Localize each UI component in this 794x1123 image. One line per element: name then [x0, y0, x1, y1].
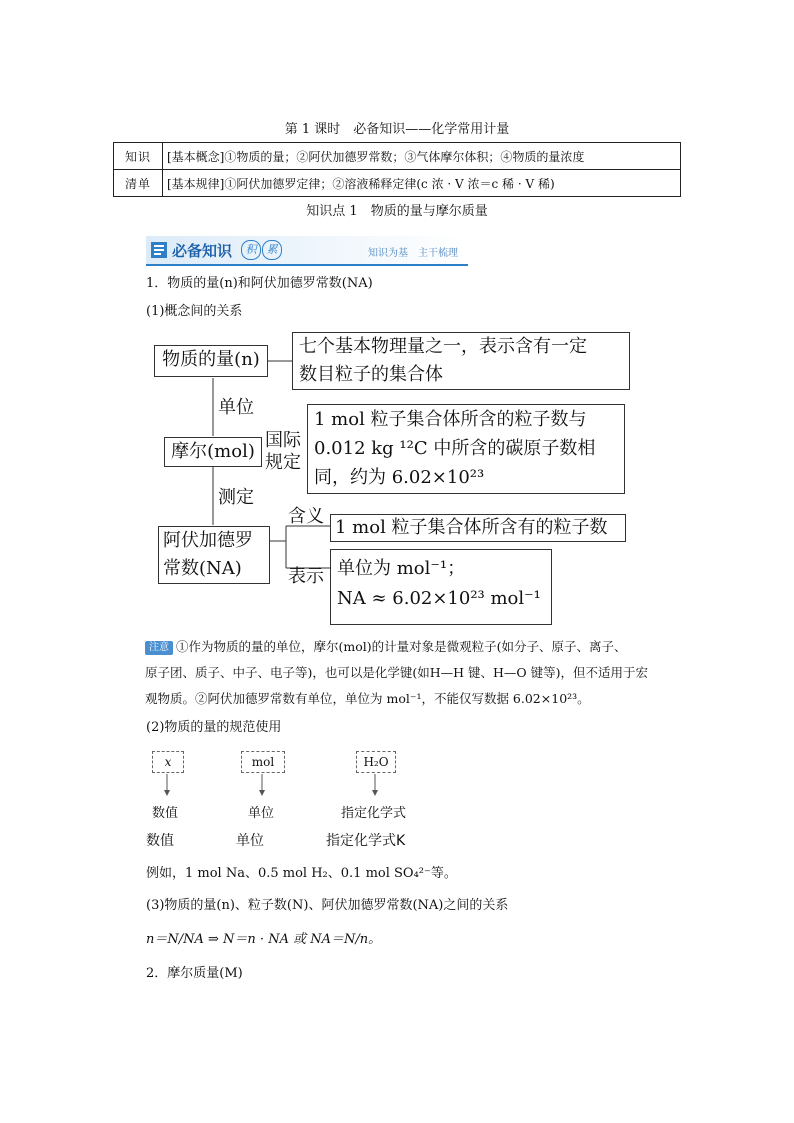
edge-international [265, 430, 301, 474]
node-na-line2: 常数(NA) [163, 558, 242, 579]
usage-box-formula: H₂O [356, 751, 396, 773]
section2-heading: 2．摩尔质量(M) [146, 966, 243, 981]
desc-represent [330, 549, 552, 625]
usage-arrows [0, 772, 794, 798]
banner-badge-1: 积 [241, 240, 261, 260]
table-header-bottom: 清单 [114, 170, 163, 197]
usage-row-value: 数值 [146, 833, 174, 849]
edge-meaning: 含义 [288, 506, 324, 527]
node-na-line1: 阿伏加德罗 [163, 530, 253, 551]
desc-amount-of-substance [292, 332, 630, 390]
desc-mole [307, 404, 625, 494]
desc-mol-line2: 0.012 kg ¹²C 中所含的碳原子数相 [314, 438, 596, 459]
edge-unit: 单位 [218, 397, 254, 418]
desc-meaning: 1 mol 粒子集合体所含有的粒子数 [330, 514, 626, 542]
usage-box-unit: mol [241, 751, 285, 773]
desc-n-line2: 数目粒子的集合体 [299, 364, 443, 385]
edge-intl-1: 国际 [265, 430, 301, 451]
sub3-heading: (3)物质的量(n)、粒子数(N)、阿伏加德罗常数(NA)之间的关系 [146, 898, 509, 913]
desc-rep-line1: 单位为 mol⁻¹； [337, 558, 466, 579]
usage-caption-formula: 指定化学式 [341, 806, 407, 821]
desc-n-line1: 七个基本物理量之一，表示含有一定 [299, 336, 587, 357]
banner-title: 必备知识 [172, 242, 233, 260]
usage-caption-value: 数值 [152, 806, 179, 821]
usage-box-value: x [152, 751, 184, 773]
sub1-heading: (1)概念间的关系 [146, 304, 243, 319]
table-row-concepts: [基本概念]①物质的量；②阿伏加德罗常数；③气体摩尔体积；④物质的量浓度 [163, 143, 681, 170]
usage-caption-unit: 单位 [248, 806, 275, 821]
knowledge-point-title: 知识点 1 物质的量与摩尔质量 [306, 204, 488, 219]
usage-row-unit: 单位 [236, 833, 264, 849]
note-block [145, 634, 655, 712]
table-header-top: 知识 [114, 143, 163, 170]
node-amount-of-substance: 物质的量(n) [154, 345, 268, 377]
edge-intl-2: 规定 [265, 452, 301, 473]
node-mole: 摩尔(mol) [164, 437, 262, 467]
desc-mol-line1: 1 mol 粒子集合体所含的粒子数与 [314, 409, 587, 430]
note-line-2: 原子团、质子、中子、电子等)，也可以是化学键(如H—H 键、H—O 键等)，但不适用于宏 [145, 665, 649, 680]
sub2-heading: (2)物质的量的规范使用 [146, 720, 282, 735]
relation-formula: n＝N/NA ⇒ N＝n · NA 或 NA＝N/n。 [146, 932, 382, 947]
banner-badge-2: 累 [262, 240, 282, 260]
desc-mol-line3: 同，约为 6.02×10²³ [314, 467, 485, 488]
edge-measure: 测定 [218, 487, 254, 508]
node-avogadro [158, 526, 270, 584]
note-line-1: ①作为物质的量的单位，摩尔(mol)的计量对象是微观粒子(如分子、原子、离子、 [176, 639, 627, 654]
edge-represent: 表示 [288, 566, 324, 587]
usage-row-formula: 指定化学式K [326, 833, 406, 849]
example-line: 例如，1 mol Na、0.5 mol H₂、0.1 mol SO₄²⁻等。 [146, 866, 457, 881]
note-tag: 注意 [145, 641, 173, 655]
section1-heading: 1．物质的量(n)和阿伏加德罗常数(NA) [146, 276, 373, 291]
desc-rep-line2: NA ≈ 6.02×10²³ mol⁻¹ [337, 588, 541, 609]
note-line-3: 观物质。②阿伏加德罗常数有单位，单位为 mol⁻¹，不能仅写数据 6.02×10²³。 [145, 691, 590, 706]
page-title: 第 1 课时 必备知识——化学常用计量 [284, 122, 510, 137]
table-row-rules: [基本规律]①阿伏加德罗定律；②溶液稀释定律(c 浓 · V 浓＝c 稀 · V 稀) [163, 170, 681, 197]
banner-subtitle: 知识为基 主干梳理 [368, 248, 458, 259]
